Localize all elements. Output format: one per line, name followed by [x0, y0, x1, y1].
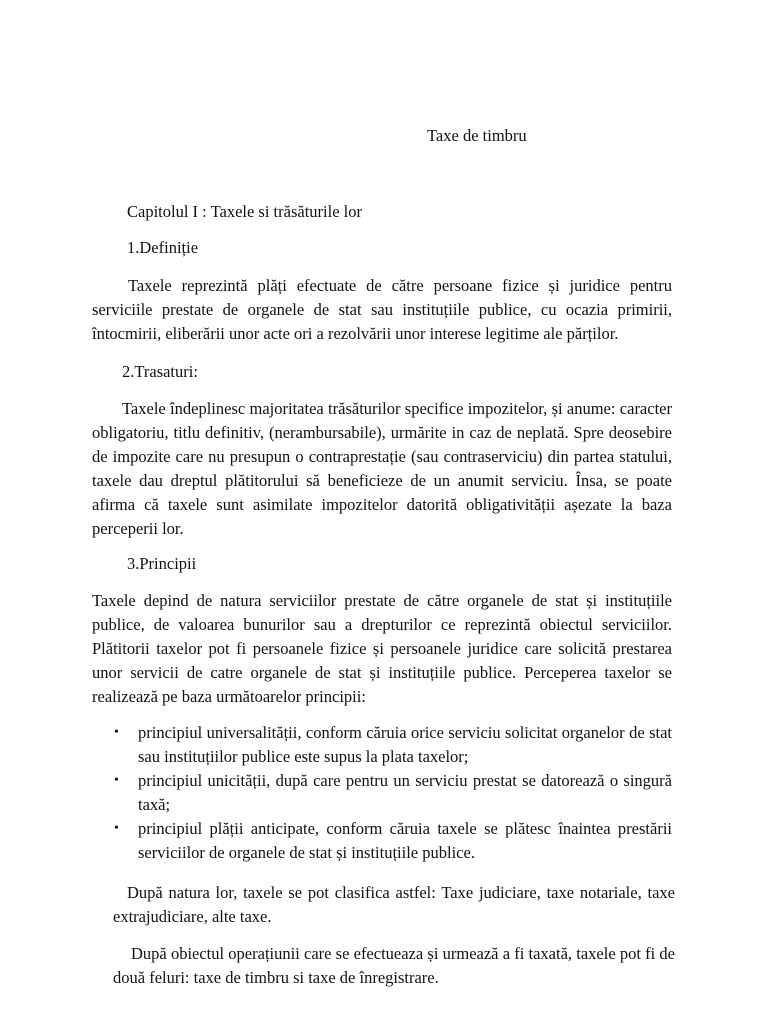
section-heading-principii: 3.Principii — [127, 554, 197, 573]
list-item — [92, 721, 672, 769]
section-heading-definitie: 1.Definiție — [127, 238, 199, 257]
chapter-heading: Capitolul I : Taxele si trăsăturile lor — [127, 202, 362, 221]
list-item — [92, 817, 672, 865]
section-heading-trasaturi: 2.Trasaturi: — [122, 362, 198, 381]
paragraph-types: După obiectul operațiunii care se efectueaza și urmează a fi taxată, taxele pot fi de două feluri: taxe de timbru si taxe de înregistrare. — [113, 944, 675, 987]
list-item-text: principiul plății anticipate, conform căruia taxele se plătesc înaintea prestării serviciilor de organele de stat și instituțiile publice. — [138, 819, 672, 862]
paragraph-trasaturi: Taxele îndeplinesc majoritatea trăsăturilor specifice impozitelor, și anume: caracter obligatoriu, titlu definitiv, (nerambursabile), urmărite in caz de neplată. Spre deosebire de impozite care nu presupun o contraprestație (sau contraserviciu) din partea statului, taxele dau dreptul plătitorului să beneficieze de un anumit serviciu. Însa, se poate afirma că taxele sunt asimilate impozitelor datorită obligativității așezate la baza perceperii lor. — [92, 399, 672, 538]
principles-list — [92, 721, 672, 865]
bullet-icon: • — [114, 725, 119, 740]
document-title: Taxe de timbru — [427, 126, 527, 145]
bullet-icon: • — [114, 773, 119, 788]
list-item-text: principiul unicității, după care pentru un serviciu prestat se datorează o singură taxă; — [138, 771, 672, 814]
list-item — [92, 769, 672, 817]
list-item-text: principiul universalității, conform căruia orice serviciu solicitat organelor de stat sau instituțiilor publice este supus la plata taxelor; — [138, 723, 672, 766]
paragraph-classification: După natura lor, taxele se pot clasifica astfel: Taxe judiciare, taxe notariale, taxe extrajudiciare, alte taxe. — [113, 883, 675, 926]
bullet-icon: • — [114, 821, 119, 836]
paragraph-principii: Taxele depind de natura serviciilor prestate de către organele de stat și instituțiile publice, de valoarea bunurilor sau a drepturilor ce reprezintă obiectul serviciilor. Plătitorii taxelor pot fi persoanele fizice și persoanele juridice care solicită prestarea unor servicii de catre organele de stat și instituțiile publice. Perceperea taxelor se realizează pe baza următoarelor principii: — [92, 591, 672, 706]
paragraph-definitie: Taxele reprezintă plăți efectuate de către persoane fizice și juridice pentru serviciile prestate de organele de stat sau instituțiile publice, cu ocazia primirii, întocmirii, eliberării unor acte ori a rezolvării unor interese legitime ale părților. — [92, 276, 672, 343]
